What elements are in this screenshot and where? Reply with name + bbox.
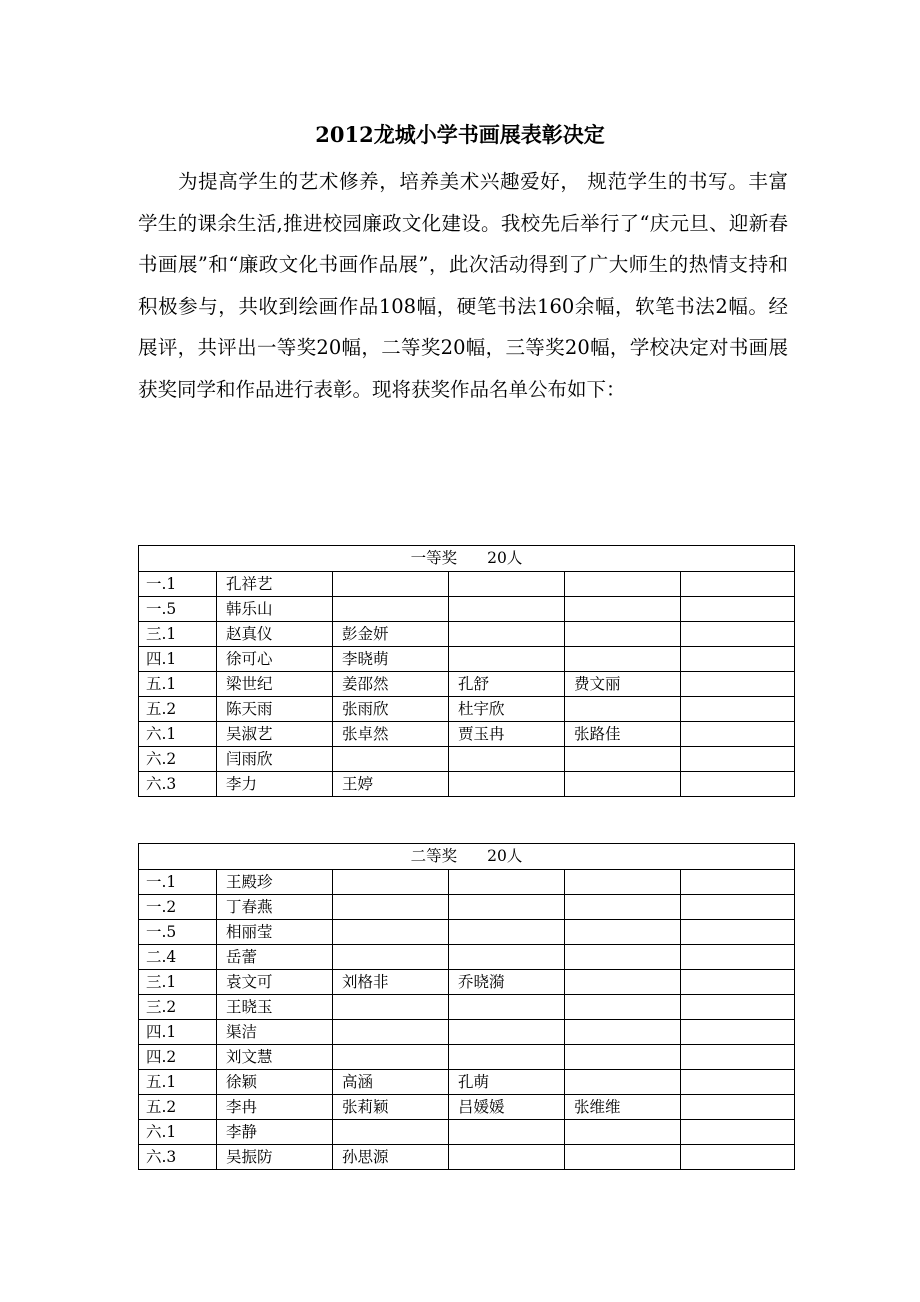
student-name-cell: 孔舒 — [449, 672, 565, 697]
student-name-cell: 梁世纪 — [217, 672, 333, 697]
table-row — [139, 597, 795, 622]
class-cell: 一.1 — [139, 870, 217, 895]
student-name-cell — [333, 895, 449, 920]
table-row — [139, 870, 795, 895]
student-name-cell — [565, 945, 681, 970]
student-name-cell: 吕媛媛 — [449, 1095, 565, 1120]
student-name-cell — [681, 772, 795, 797]
student-name-cell — [333, 920, 449, 945]
student-name-cell: 闫雨欣 — [217, 747, 333, 772]
student-name-cell — [681, 1045, 795, 1070]
student-name-cell: 徐可心 — [217, 647, 333, 672]
student-name-cell — [333, 572, 449, 597]
table-row — [139, 1020, 795, 1045]
award-count: 20人 — [487, 847, 523, 865]
student-name-cell: 岳蕾 — [217, 945, 333, 970]
student-name-cell: 张雨欣 — [333, 697, 449, 722]
student-name-cell: 韩乐山 — [217, 597, 333, 622]
student-name-cell — [681, 970, 795, 995]
class-cell: 六.3 — [139, 1145, 217, 1170]
table-row — [139, 722, 795, 747]
student-name-cell — [449, 572, 565, 597]
class-cell: 四.1 — [139, 1020, 217, 1045]
student-name-cell — [681, 597, 795, 622]
award-header — [139, 546, 795, 572]
student-name-cell — [449, 995, 565, 1020]
student-name-cell: 刘文慧 — [217, 1045, 333, 1070]
student-name-cell: 刘格非 — [333, 970, 449, 995]
student-name-cell — [449, 772, 565, 797]
table-row — [139, 970, 795, 995]
student-name-cell — [681, 1070, 795, 1095]
student-name-cell — [449, 1120, 565, 1145]
student-name-cell: 张卓然 — [333, 722, 449, 747]
student-name-cell — [565, 995, 681, 1020]
student-name-cell — [449, 1145, 565, 1170]
class-cell: 五.2 — [139, 697, 217, 722]
table-row — [139, 1045, 795, 1070]
table-header-row — [139, 844, 795, 870]
table-row — [139, 672, 795, 697]
class-cell: 一.2 — [139, 895, 217, 920]
student-name-cell: 吴淑艺 — [217, 722, 333, 747]
student-name-cell — [681, 1095, 795, 1120]
table-row — [139, 747, 795, 772]
student-name-cell — [681, 572, 795, 597]
student-name-cell — [449, 622, 565, 647]
document-title: 2012龙城小学书画展表彰决定 — [315, 122, 605, 147]
class-cell: 三.2 — [139, 995, 217, 1020]
student-name-cell — [565, 772, 681, 797]
student-name-cell: 相丽莹 — [217, 920, 333, 945]
student-name-cell: 彭金妍 — [333, 622, 449, 647]
award-header — [139, 844, 795, 870]
table-row — [139, 572, 795, 597]
class-cell: 六.3 — [139, 772, 217, 797]
student-name-cell — [333, 597, 449, 622]
student-name-cell: 贾玉冉 — [449, 722, 565, 747]
student-name-cell: 李静 — [217, 1120, 333, 1145]
student-name-cell — [449, 895, 565, 920]
student-name-cell: 袁文可 — [217, 970, 333, 995]
student-name-cell — [681, 920, 795, 945]
student-name-cell — [681, 697, 795, 722]
student-name-cell: 王殿珍 — [217, 870, 333, 895]
student-name-cell: 张路佳 — [565, 722, 681, 747]
table-row — [139, 1145, 795, 1170]
class-cell: 一.1 — [139, 572, 217, 597]
class-cell: 五.1 — [139, 1070, 217, 1095]
student-name-cell — [565, 1070, 681, 1095]
student-name-cell — [565, 970, 681, 995]
award-count: 20人 — [487, 549, 523, 567]
student-name-cell — [449, 945, 565, 970]
student-name-cell — [449, 597, 565, 622]
student-name-cell — [333, 747, 449, 772]
class-cell: 四.1 — [139, 647, 217, 672]
student-name-cell — [565, 895, 681, 920]
student-name-cell: 李晓萌 — [333, 647, 449, 672]
student-name-cell — [565, 1120, 681, 1145]
student-name-cell: 王婷 — [333, 772, 449, 797]
student-name-cell — [681, 647, 795, 672]
student-name-cell: 陈天雨 — [217, 697, 333, 722]
student-name-cell — [333, 870, 449, 895]
class-cell: 三.1 — [139, 970, 217, 995]
table-header-row — [139, 546, 795, 572]
student-name-cell — [565, 1020, 681, 1045]
first-prize-table — [138, 545, 795, 797]
student-name-cell: 张维维 — [565, 1095, 681, 1120]
student-name-cell — [681, 747, 795, 772]
student-name-cell — [449, 1045, 565, 1070]
table-row — [139, 697, 795, 722]
student-name-cell — [565, 697, 681, 722]
student-name-cell: 孔祥艺 — [217, 572, 333, 597]
table-row — [139, 895, 795, 920]
student-name-cell: 李冉 — [217, 1095, 333, 1120]
second-prize-table — [138, 843, 795, 1170]
student-name-cell: 张莉颖 — [333, 1095, 449, 1120]
student-name-cell — [681, 995, 795, 1020]
student-name-cell: 姜邵然 — [333, 672, 449, 697]
student-name-cell: 孙思源 — [333, 1145, 449, 1170]
student-name-cell: 高涵 — [333, 1070, 449, 1095]
class-cell: 六.1 — [139, 722, 217, 747]
student-name-cell — [449, 920, 565, 945]
student-name-cell: 王晓玉 — [217, 995, 333, 1020]
student-name-cell — [449, 870, 565, 895]
class-cell: 三.1 — [139, 622, 217, 647]
student-name-cell — [333, 1020, 449, 1045]
student-name-cell — [681, 1020, 795, 1045]
table-row — [139, 945, 795, 970]
student-name-cell — [681, 722, 795, 747]
table-row — [139, 622, 795, 647]
student-name-cell — [565, 1145, 681, 1170]
award-level: 一等奖 — [410, 549, 458, 567]
student-name-cell: 孔萌 — [449, 1070, 565, 1095]
student-name-cell — [565, 647, 681, 672]
award-level: 二等奖 — [410, 847, 458, 865]
student-name-cell — [333, 945, 449, 970]
class-cell: 五.2 — [139, 1095, 217, 1120]
table-row — [139, 1070, 795, 1095]
student-name-cell: 赵真仪 — [217, 622, 333, 647]
student-name-cell — [565, 1045, 681, 1070]
intro-paragraph: 为提高学生的艺术修养，培养美术兴趣爱好， 规范学生的书写。丰富学生的课余生活,推进校园廉政文化建设。我校先后举行了“庆元旦、迎新春书画展”和“廉政文化书画作品展”，此次活动得到了广大师生的热情支持和积极参与，共收到绘画作品108幅，硬笔书法160余幅，软笔书法2幅。经展评，共评出一等奖20幅，二等奖20幅，三等奖20幅，学校决定对书画展获奖同学和作品进行表彰。现将获奖作品名单公布如下： — [138, 170, 788, 401]
class-cell: 一.5 — [139, 920, 217, 945]
student-name-cell — [681, 622, 795, 647]
student-name-cell — [565, 920, 681, 945]
student-name-cell: 杜宇欣 — [449, 697, 565, 722]
student-name-cell — [565, 622, 681, 647]
table-row — [139, 920, 795, 945]
table-row — [139, 1120, 795, 1145]
student-name-cell: 吴振防 — [217, 1145, 333, 1170]
class-cell: 二.4 — [139, 945, 217, 970]
student-name-cell — [565, 597, 681, 622]
student-name-cell — [565, 747, 681, 772]
student-name-cell — [449, 1020, 565, 1045]
student-name-cell: 费文丽 — [565, 672, 681, 697]
student-name-cell — [681, 895, 795, 920]
student-name-cell: 徐颖 — [217, 1070, 333, 1095]
class-cell: 一.5 — [139, 597, 217, 622]
table-row — [139, 647, 795, 672]
class-cell: 四.2 — [139, 1045, 217, 1070]
student-name-cell — [333, 1120, 449, 1145]
table-row — [139, 1095, 795, 1120]
student-name-cell: 李力 — [217, 772, 333, 797]
student-name-cell: 渠洁 — [217, 1020, 333, 1045]
class-cell: 五.1 — [139, 672, 217, 697]
student-name-cell — [333, 995, 449, 1020]
student-name-cell — [333, 1045, 449, 1070]
student-name-cell — [449, 647, 565, 672]
table-row — [139, 772, 795, 797]
student-name-cell — [565, 572, 681, 597]
table-row — [139, 995, 795, 1020]
student-name-cell — [681, 672, 795, 697]
student-name-cell — [565, 870, 681, 895]
student-name-cell — [681, 1120, 795, 1145]
student-name-cell — [681, 945, 795, 970]
student-name-cell: 乔晓漪 — [449, 970, 565, 995]
student-name-cell — [681, 1145, 795, 1170]
class-cell: 六.2 — [139, 747, 217, 772]
student-name-cell — [681, 870, 795, 895]
student-name-cell — [449, 747, 565, 772]
student-name-cell: 丁春燕 — [217, 895, 333, 920]
class-cell: 六.1 — [139, 1120, 217, 1145]
